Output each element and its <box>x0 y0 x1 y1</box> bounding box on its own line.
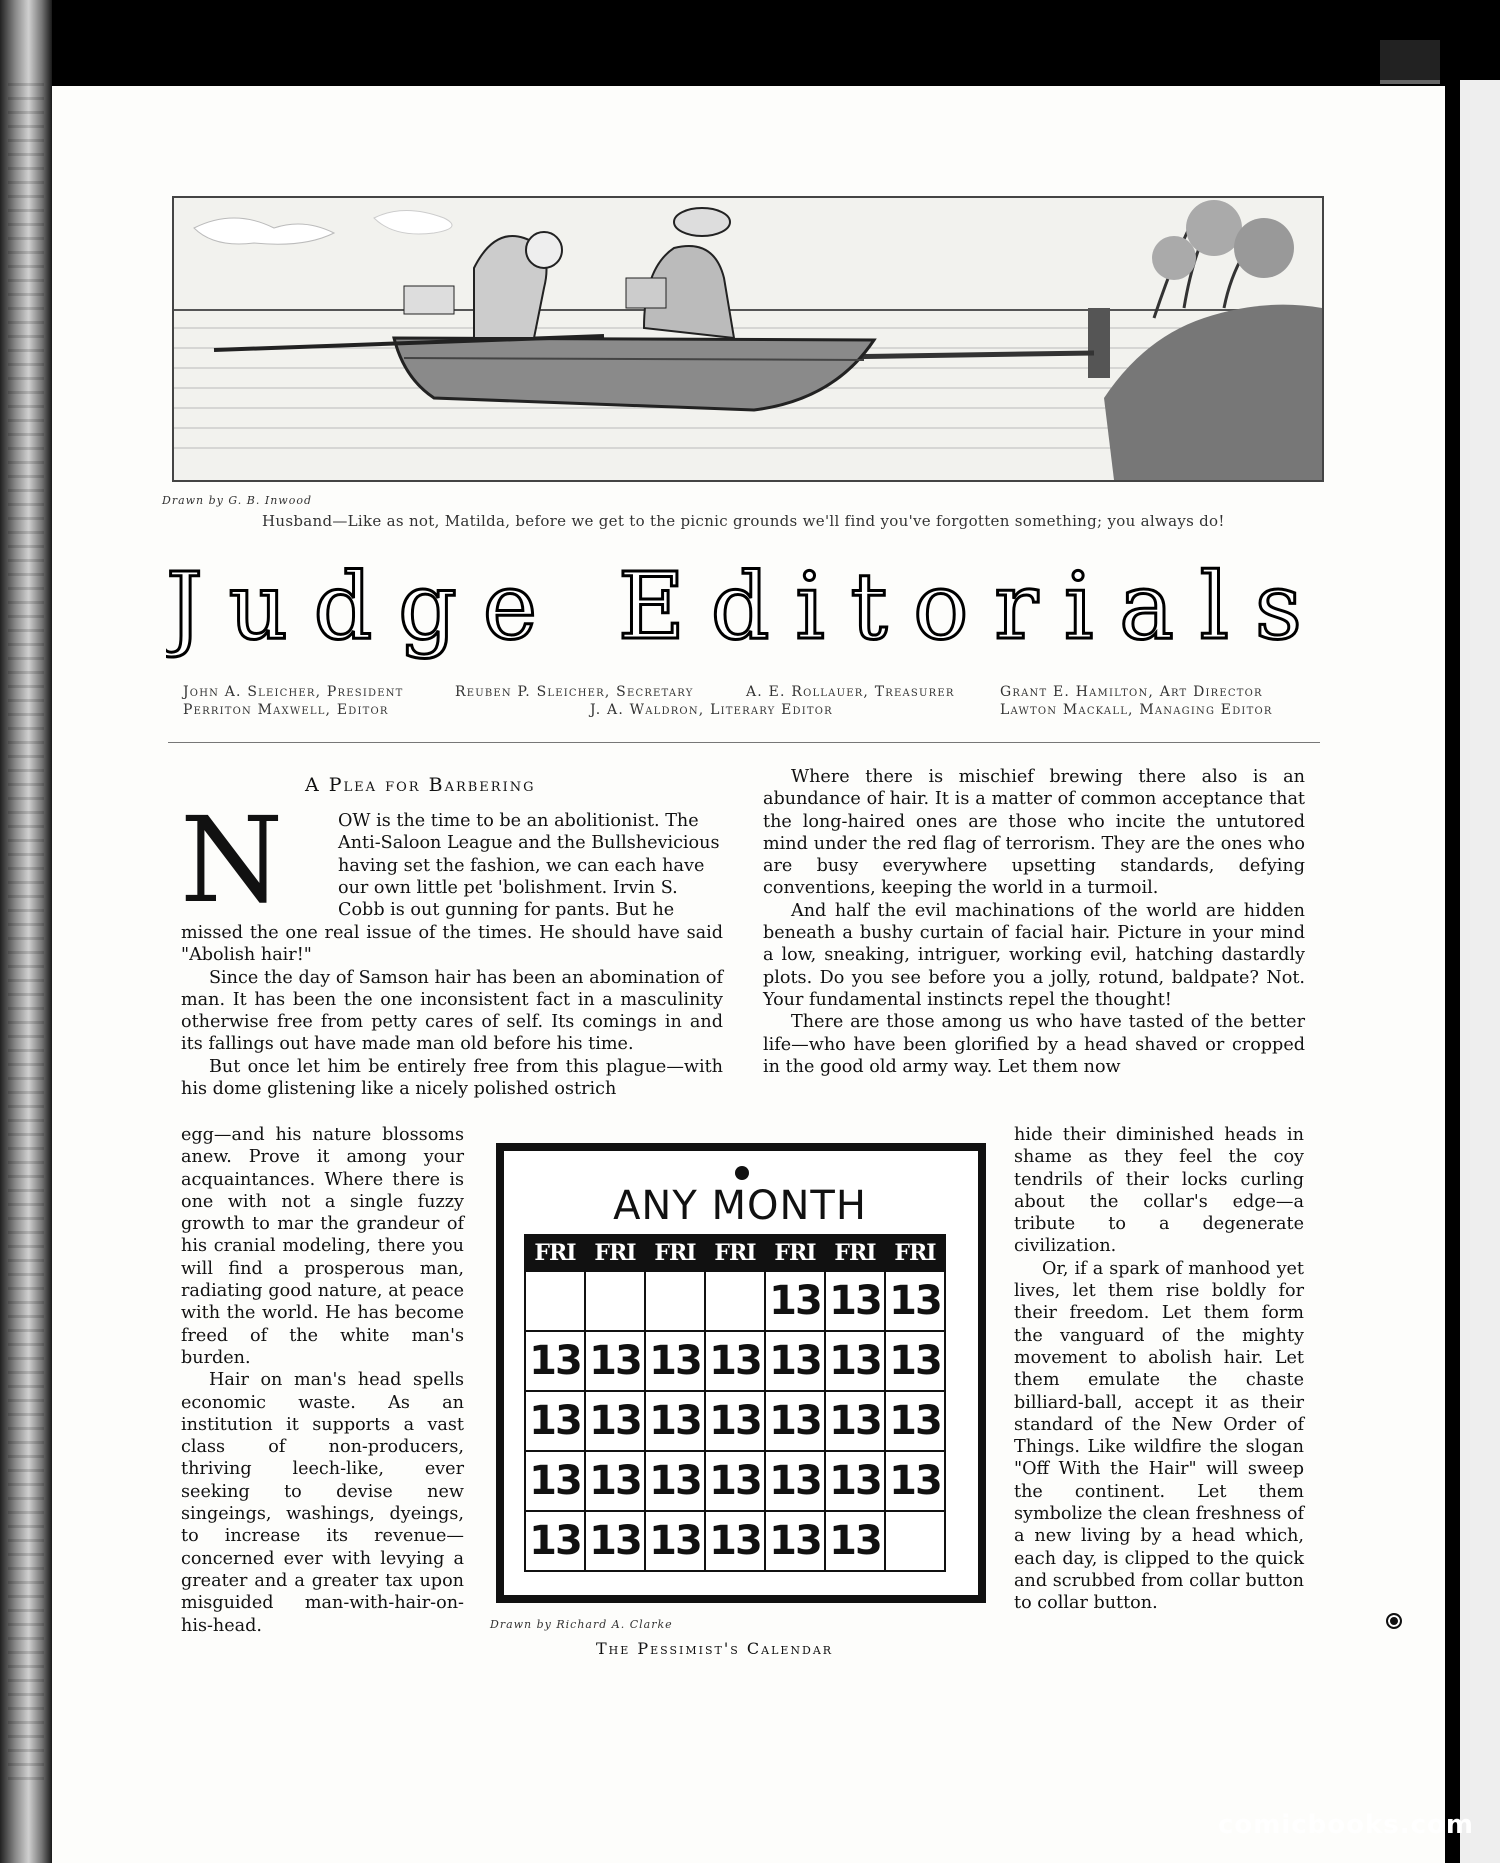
paragraph: missed the one real issue of the times. He should have said "Abolish hair!" <box>181 923 723 966</box>
paragraph: Or, if a spark of manhood yet lives, let them rise boldly for their freedom. Let them form the vanguard of the mighty movement to abolish hair. Let them emulate the chaste billiard-ball, accept it as their standard of the New Order of Things. Like wildfire the slogan "Off With the Hair" will sweep the continent. Let them symbolize the clean freshness of a new living by a head which, each day, is clipped to the quick and scrubbed from collar button to collar button. <box>1014 1258 1304 1614</box>
calendar-day-cell: 13 <box>525 1391 585 1451</box>
facing-page-edge <box>1460 80 1500 1863</box>
spine-texture <box>8 80 44 1780</box>
calendar-day-cell: 13 <box>645 1391 705 1451</box>
calendar-day-cell: 13 <box>705 1391 765 1451</box>
calendar-grid <box>524 1234 946 1572</box>
masthead-title: Judge Editorials <box>166 560 1316 660</box>
staff-president: John A. Sleicher, President <box>183 684 404 700</box>
calendar-day-cell: 13 <box>525 1451 585 1511</box>
paragraph: There are those among us who have tasted of the better life—who have been glorified by a head shaved or cropped in the good old army way. Let them now <box>763 1012 1305 1077</box>
drop-cap: N <box>180 791 284 929</box>
calendar-day-cell: 13 <box>525 1331 585 1391</box>
staff-art-director: Grant E. Hamilton, Art Director <box>1000 684 1263 700</box>
staff-editor: Perriton Maxwell, Editor <box>183 702 389 718</box>
calendar-day-cell: 13 <box>765 1271 825 1331</box>
weekday-header: FRI <box>525 1235 585 1271</box>
calendar-day-cell: 13 <box>765 1331 825 1391</box>
opening-line: OW is the time to be an abolitionist. The <box>338 811 699 831</box>
calendar-day-cell: 13 <box>885 1391 945 1451</box>
calendar-header-row <box>525 1235 945 1271</box>
paragraph: Since the day of Samson hair has been an abomination of man. It has been the one inconsistent fact in a masculinity otherwise free from petty cares of self. Its comings in and its fallings out have made man old before his time. <box>181 967 723 1055</box>
calendar-week-row <box>525 1271 945 1331</box>
masthead <box>166 560 1326 660</box>
paragraph: And half the evil machinations of the world are hidden beneath a bushy curtain of facial hair. Picture in your mind a low, sneaking, intriguer, working evil, hatching dastardly plots. Do you see before you a jolly, rotund, baldpate? Not. Your fundamental instincts repel the thought! <box>763 900 1305 1010</box>
calendar-day-cell: 13 <box>705 1451 765 1511</box>
calendar-day-cell: 13 <box>825 1451 885 1511</box>
staff-treasurer: A. E. Rollauer, Treasurer <box>746 684 955 700</box>
calendar-day-cell: 13 <box>585 1451 645 1511</box>
paragraph: hide their diminished heads in shame as they feel the coy tendrils of their locks curling about the collar's edge—a tribute to a degenerate civilization. <box>1014 1125 1304 1257</box>
calendar-day-cell: 13 <box>525 1511 585 1571</box>
calendar-day-cell: 13 <box>705 1511 765 1571</box>
paragraph: egg—and his nature blossoms anew. Prove it among your acquaintances. Where there is one with not a single fuzzy growth to mar the grandeur of his cranial modeling, there you will find a prosperous man, radiating good nature, at peace with the world. He has become freed of the white man's burden. <box>181 1125 464 1368</box>
calendar-day-cell: 13 <box>885 1451 945 1511</box>
calendar-day-cell <box>885 1511 945 1571</box>
weekday-header: FRI <box>825 1235 885 1271</box>
calendar-day-cell: 13 <box>585 1511 645 1571</box>
weekday-header: FRI <box>705 1235 765 1271</box>
opening-line: having set the fashion, we can each have <box>338 855 705 876</box>
calendar-day-cell <box>525 1271 585 1331</box>
right-column-upper <box>763 766 1305 1078</box>
staff-column-3 <box>746 683 955 701</box>
weekday-header: FRI <box>645 1235 705 1271</box>
calendar-day-cell: 13 <box>705 1331 765 1391</box>
calendar-nail <box>735 1166 749 1180</box>
staff-literary-editor: J. A. Waldron, Literary Editor <box>590 702 833 718</box>
paragraph: Where there is mischief brewing there also is an abundance of hair. It is a matter of common acceptance that the long-haired ones are those who incite the untutored mind under the red flag of terrorism. They are the ones who are busy everywhere upsetting standards, defying conventions, keeping the world in a turmoil. <box>763 767 1305 899</box>
staff-column-1 <box>183 683 404 719</box>
opening-line: Anti-Saloon League and the Bullshevicious <box>338 833 720 854</box>
calendar-day-cell: 13 <box>765 1451 825 1511</box>
opening-line: Cobb is out gunning for pants. But he <box>338 900 675 921</box>
calendar-week-row <box>525 1451 945 1511</box>
calendar-day-cell: 13 <box>645 1331 705 1391</box>
staff-column-4 <box>1000 683 1273 719</box>
calendar-day-cell: 13 <box>585 1331 645 1391</box>
paragraph: Hair on man's head spells economic waste. As an institution it supports a vast class of non-producers, thriving leech-like, ever seeking to devise new singeings, washings, dyeings, to increase its revenue—concerned ever with levying a greater and a greater tax upon misguided man-with-hair-on-his-head. <box>181 1370 464 1636</box>
calendar-day-cell: 13 <box>825 1331 885 1391</box>
calendar-caption: The Pessimist's Calendar <box>596 1639 834 1658</box>
rowboat-drawing <box>174 198 1322 480</box>
calendar-day-cell: 13 <box>825 1511 885 1571</box>
calendar-day-cell: 13 <box>885 1331 945 1391</box>
left-column-opening <box>338 810 723 921</box>
calendar-day-cell <box>585 1271 645 1331</box>
watermark-logo: comicbooks.com <box>1217 1810 1474 1840</box>
calendar-day-cell <box>645 1271 705 1331</box>
calendar-day-cell: 13 <box>645 1451 705 1511</box>
staff-managing-editor: Lawton Mackall, Managing Editor <box>1000 702 1273 718</box>
calendar-day-cell: 13 <box>645 1511 705 1571</box>
left-column-narrow <box>181 1124 464 1637</box>
calendar-day-cell: 13 <box>885 1271 945 1331</box>
staff-secretary: Reuben P. Sleicher, Secretary <box>455 684 694 700</box>
calendar-day-cell: 13 <box>765 1511 825 1571</box>
calendar-week-row <box>525 1391 945 1451</box>
weekday-header: FRI <box>585 1235 645 1271</box>
header-rule <box>168 742 1320 743</box>
scan-corner-mark <box>1380 40 1440 84</box>
calendar-week-row <box>525 1331 945 1391</box>
article-headline: A Plea for Barbering <box>305 774 536 796</box>
calendar-day-cell <box>705 1271 765 1331</box>
calendar-day-cell: 13 <box>825 1271 885 1331</box>
right-column-narrow <box>1014 1124 1304 1615</box>
calendar-title: ANY MONTH <box>613 1183 867 1229</box>
calendar-day-cell: 13 <box>825 1391 885 1451</box>
opening-line: our own little pet 'bolishment. Irvin S. <box>338 877 678 898</box>
page-ornament-icon <box>1386 1613 1402 1629</box>
paragraph: But once let him be entirely free from this plague—with his dome glistening like a nicely polished ostrich <box>181 1056 723 1100</box>
calendar-credit: Drawn by Richard A. Clarke <box>490 1618 673 1631</box>
calendar-day-cell: 13 <box>765 1391 825 1451</box>
calendar-week-row <box>525 1511 945 1571</box>
calendar-day-cell: 13 <box>585 1391 645 1451</box>
weekday-header: FRI <box>885 1235 945 1271</box>
weekday-header: FRI <box>765 1235 825 1271</box>
left-column-upper <box>181 922 723 1100</box>
header-illustration <box>172 196 1324 482</box>
book-spine <box>0 0 52 1863</box>
illustration-caption: Husband—Like as not, Matilda, before we get to the picnic grounds we'll find you've forgotten something; you always do! <box>262 512 1225 530</box>
illustration-credit: Drawn by G. B. Inwood <box>162 494 312 507</box>
